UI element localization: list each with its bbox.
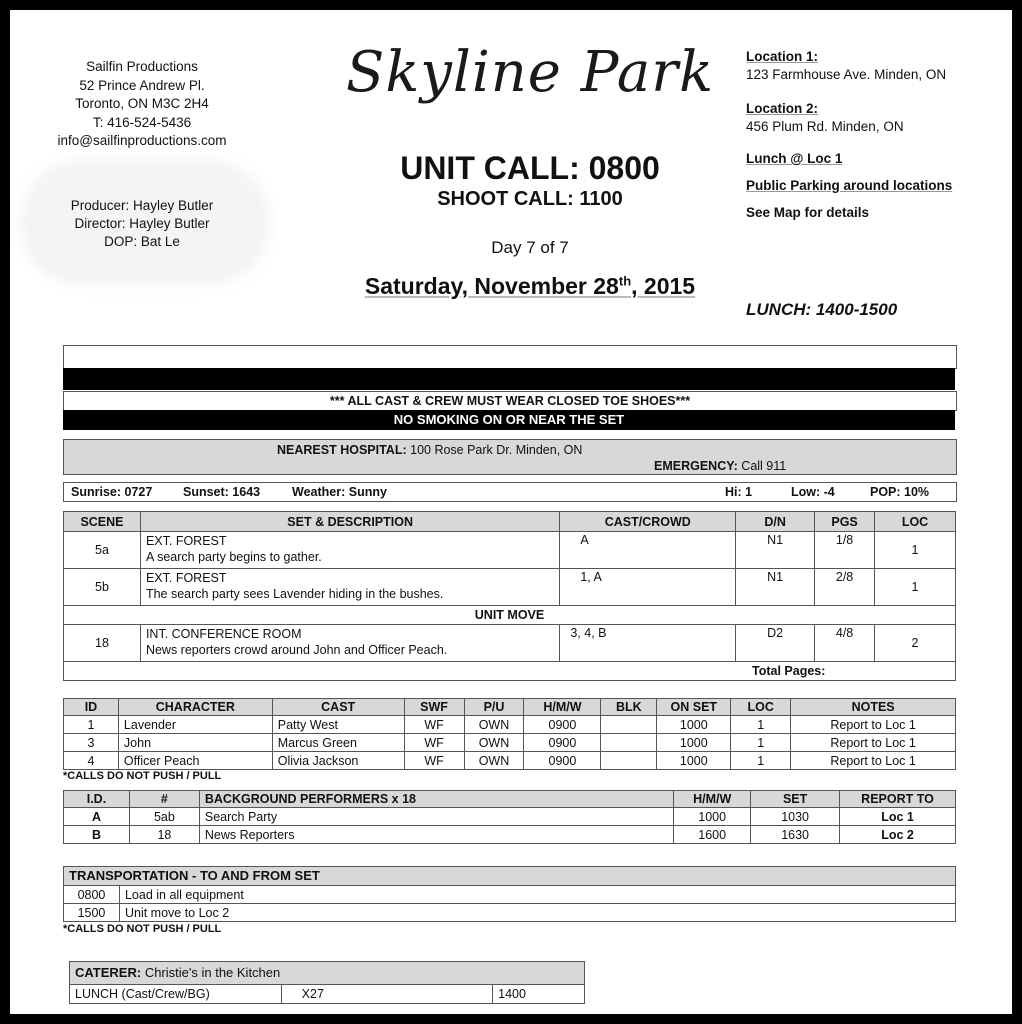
col-bg-id: I.D. <box>64 791 130 808</box>
cast-hmw: 0900 <box>524 716 601 734</box>
transport-description: Load in all equipment <box>119 886 955 904</box>
unit-move-row <box>64 606 956 625</box>
caterer-header <box>70 962 585 985</box>
cast-actor: Marcus Green <box>272 734 404 752</box>
blank-band <box>63 345 957 369</box>
table-row <box>64 734 956 752</box>
lunch-time: LUNCH: 1400-1500 <box>746 300 898 319</box>
bg-description: News Reporters <box>199 826 673 844</box>
hospital-line <box>277 443 582 457</box>
shoot-date <box>310 273 750 300</box>
bg-num: 5ab <box>129 808 199 826</box>
scene-pgs: 1/8 <box>815 532 875 569</box>
col-pgs: PGS <box>815 512 875 532</box>
scene-pgs: 2/8 <box>815 569 875 606</box>
total-pages-row <box>64 662 956 681</box>
col-loc: LOC <box>731 699 791 716</box>
company-name: Sailfin Productions <box>86 59 198 74</box>
crew-info <box>30 197 254 251</box>
background-header <box>64 791 956 808</box>
transport-description: Unit move to Loc 2 <box>119 904 955 922</box>
cast-pu: OWN <box>464 716 524 734</box>
day-count: Day 7 of 7 <box>491 238 569 257</box>
bg-description: Search Party <box>199 808 673 826</box>
set-name: EXT. FOREST <box>145 571 227 585</box>
director: Director: Hayley Butler <box>74 216 210 231</box>
bg-hmw: 1600 <box>674 826 751 844</box>
cast-on-set: 1000 <box>657 752 731 770</box>
set-description: The search party sees Lavender hiding in the bushes. <box>145 587 444 601</box>
bg-id: B <box>64 826 130 844</box>
col-bg-performers: BACKGROUND PERFORMERS x 18 <box>199 791 673 808</box>
cast-character: John <box>118 734 272 752</box>
cast-id: 1 <box>64 716 119 734</box>
temp-high: Hi: 1 <box>725 485 753 499</box>
caterer-label: CATERER: <box>75 965 142 980</box>
cast-character: Lavender <box>118 716 272 734</box>
lunch-time-cell: 1400 <box>493 985 585 1004</box>
emergency-value: Call 911 <box>737 459 787 473</box>
background-table <box>63 790 956 844</box>
hospital-address: 100 Rose Park Dr. Minden, ON <box>406 443 583 457</box>
scene-number: 5b <box>64 569 141 606</box>
sunset: Sunset: 1643 <box>183 485 261 499</box>
cast-pu: OWN <box>464 734 524 752</box>
table-row <box>64 569 956 606</box>
unit-move: UNIT MOVE <box>64 606 956 625</box>
cast-swf: WF <box>404 752 464 770</box>
table-row <box>64 808 956 826</box>
set-name: INT. CONFERENCE ROOM <box>145 627 302 641</box>
col-bg-set: SET <box>751 791 840 808</box>
emergency-line <box>654 459 786 473</box>
hospital-box <box>63 439 957 475</box>
scene-dn: N1 <box>736 532 815 569</box>
cast-swf: WF <box>404 734 464 752</box>
shoes-notice: *** ALL CAST & CREW MUST WEAR CLOSED TOE SHOES*** <box>63 391 957 411</box>
cast-notes: Report to Loc 1 <box>791 752 956 770</box>
emergency-label: EMERGENCY: <box>654 459 738 473</box>
date-suffix: th <box>618 273 632 289</box>
scene-dn: N1 <box>736 569 815 606</box>
col-cast-crowd: CAST/CROWD <box>560 512 736 532</box>
caterer-line <box>70 962 585 985</box>
set-description: News reporters crowd around John and Officer Peach. <box>145 643 448 657</box>
scenes-header <box>64 512 956 532</box>
location-2-address: 456 Plum Rd. Minden, ON <box>746 119 904 134</box>
col-hmw: H/M/W <box>524 699 601 716</box>
cast-actor: Patty West <box>272 716 404 734</box>
location-1-address: 123 Farmhouse Ave. Minden, ON <box>746 67 947 82</box>
bg-report: Loc 1 <box>840 808 956 826</box>
cast-id: 4 <box>64 752 119 770</box>
col-notes: NOTES <box>791 699 956 716</box>
col-swf: SWF <box>404 699 464 716</box>
temp-low: Low: -4 <box>791 485 835 499</box>
col-cast: CAST <box>272 699 404 716</box>
scenes-table <box>63 511 956 681</box>
scene-number: 5a <box>64 532 141 569</box>
total-pages: Total Pages: <box>64 662 956 681</box>
table-row <box>64 904 956 922</box>
cast-loc: 1 <box>731 716 791 734</box>
table-row <box>64 625 956 662</box>
scene-cast: A <box>560 532 736 569</box>
col-bg-hmw: H/M/W <box>674 791 751 808</box>
production-title: Skyline Park <box>345 40 714 105</box>
unit-call: UNIT CALL: 0800 <box>400 150 660 186</box>
producer: Producer: Hayley Butler <box>70 198 214 213</box>
weather-condition: Weather: Sunny <box>292 485 387 499</box>
set-name: EXT. FOREST <box>145 534 227 548</box>
weather-bar <box>63 482 957 502</box>
col-bg-report: REPORT TO <box>840 791 956 808</box>
table-row <box>64 752 956 770</box>
cast-blk <box>601 716 657 734</box>
smoking-notice: NO SMOKING ON OR NEAR THE SET <box>63 410 955 430</box>
bg-set: 1030 <box>751 808 840 826</box>
col-scene: SCENE <box>64 512 141 532</box>
caterer-name: Christie's in the Kitchen <box>141 965 281 980</box>
lunch-count: X27 <box>281 985 493 1004</box>
table-row <box>64 886 956 904</box>
scene-number: 18 <box>64 625 141 662</box>
scene-loc: 2 <box>875 625 956 662</box>
cast-notes: Report to Loc 1 <box>791 734 956 752</box>
bg-hmw: 1000 <box>674 808 751 826</box>
company-info <box>30 58 254 151</box>
cast-swf: WF <box>404 716 464 734</box>
transportation-title: TRANSPORTATION - TO AND FROM SET <box>64 867 956 886</box>
dop: DOP: Bat Le <box>104 234 180 249</box>
table-row <box>70 985 585 1004</box>
cast-on-set: 1000 <box>657 734 731 752</box>
transport-footnote: *CALLS DO NOT PUSH / PULL <box>63 923 222 935</box>
cast-blk <box>601 734 657 752</box>
set-description: A search party begins to gather. <box>145 550 322 564</box>
date-year: , 2015 <box>631 273 696 299</box>
parking-info: Public Parking around locations <box>746 178 953 193</box>
precipitation: POP: 10% <box>870 485 930 499</box>
call-sheet <box>10 10 1012 1014</box>
shoot-call: SHOOT CALL: 1100 <box>437 188 623 210</box>
lunch-location: Lunch @ Loc 1 <box>746 151 843 166</box>
locations-info <box>746 48 1008 222</box>
cast-pu: OWN <box>464 752 524 770</box>
bg-num: 18 <box>129 826 199 844</box>
location-1-label: Location 1: <box>746 49 819 64</box>
scene-set <box>140 625 559 662</box>
scene-set <box>140 569 559 606</box>
bg-set: 1630 <box>751 826 840 844</box>
hospital-label: NEAREST HOSPITAL: <box>277 443 407 457</box>
scene-loc: 1 <box>875 532 956 569</box>
table-row <box>64 532 956 569</box>
table-row <box>64 826 956 844</box>
sunrise: Sunrise: 0727 <box>71 485 153 499</box>
transportation-table <box>63 866 956 922</box>
cast-loc: 1 <box>731 734 791 752</box>
col-on-set: ON SET <box>657 699 731 716</box>
bg-report: Loc 2 <box>840 826 956 844</box>
scene-cast: 3, 4, B <box>560 625 736 662</box>
black-band <box>63 368 955 390</box>
scene-loc: 1 <box>875 569 956 606</box>
cast-notes: Report to Loc 1 <box>791 716 956 734</box>
location-2-label: Location 2: <box>746 101 819 116</box>
cast-on-set: 1000 <box>657 716 731 734</box>
scene-pgs: 4/8 <box>815 625 875 662</box>
scene-cast: 1, A <box>560 569 736 606</box>
transportation-header <box>64 867 956 886</box>
date-main: Saturday, November 28 <box>364 273 619 299</box>
cast-header <box>64 699 956 716</box>
cast-hmw: 0900 <box>524 734 601 752</box>
scene-set <box>140 532 559 569</box>
col-dn: D/N <box>736 512 815 532</box>
cast-blk <box>601 752 657 770</box>
transport-time: 0800 <box>64 886 120 904</box>
col-blk: BLK <box>601 699 657 716</box>
cast-actor: Olivia Jackson <box>272 752 404 770</box>
col-set-description: SET & DESCRIPTION <box>140 512 559 532</box>
col-pu: P/U <box>464 699 524 716</box>
company-address-2: Toronto, ON M3C 2H4 <box>75 96 209 111</box>
scene-dn: D2 <box>736 625 815 662</box>
col-id: ID <box>64 699 119 716</box>
caterer-table <box>69 961 585 1004</box>
company-address-1: 52 Prince Andrew Pl. <box>79 77 205 93</box>
col-loc: LOC <box>875 512 956 532</box>
cast-table <box>63 698 956 770</box>
cast-hmw: 0900 <box>524 752 601 770</box>
bg-id: A <box>64 808 130 826</box>
table-row <box>64 716 956 734</box>
cast-footnote: *CALLS DO NOT PUSH / PULL <box>63 770 222 782</box>
transport-time: 1500 <box>64 904 120 922</box>
col-bg-num: # <box>129 791 199 808</box>
cast-id: 3 <box>64 734 119 752</box>
lunch-label: LUNCH (Cast/Crew/BG) <box>70 985 282 1004</box>
company-email: info@sailfinproductions.com <box>57 133 227 148</box>
map-info: See Map for details <box>746 205 870 220</box>
cast-loc: 1 <box>731 752 791 770</box>
cast-character: Officer Peach <box>118 752 272 770</box>
col-character: CHARACTER <box>118 699 272 716</box>
company-phone: T: 416-524-5436 <box>92 114 192 130</box>
